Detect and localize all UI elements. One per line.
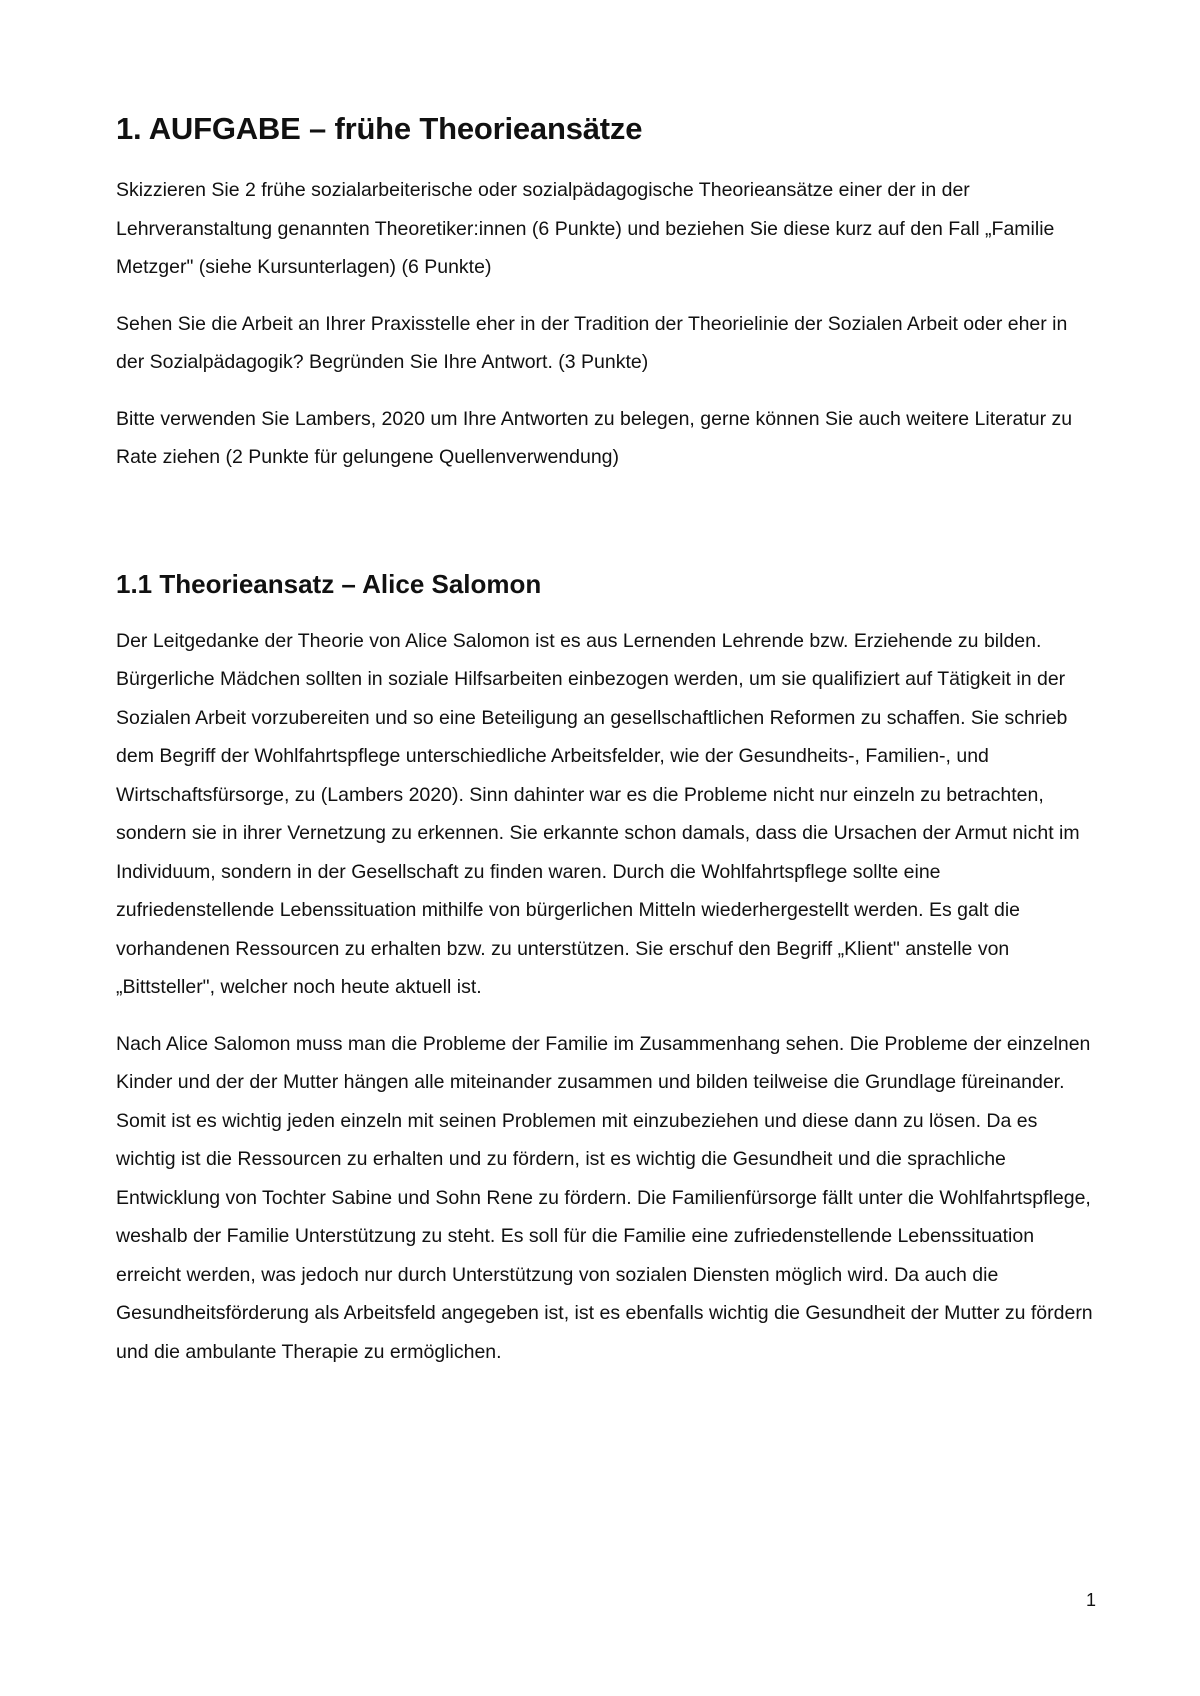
task-paragraph-instructions: Skizzieren Sie 2 frühe sozialarbeiterische oder sozialpädagogische Theorieansätze einer der in der Lehrveranstaltung genannten Theoretiker:innen (6 Punkte) und beziehen Sie diese kurz auf den Fall „Familie Metzger" (siehe Kursunterlagen) (6 Punkte) (116, 179, 1055, 279)
page-number: 1 (1085, 1590, 1096, 1610)
section-heading: 1.1 Theorieansatz – Alice Salomon (116, 568, 542, 599)
task-paragraph-sources: Bitte verwenden Sie Lambers, 2020 um Ihre Antworten zu belegen, gerne können Sie auch weitere Literatur zu Rate ziehen (2 Punkte für gelungene Quellenverwendung) (116, 407, 1073, 469)
task-heading: 1. AUFGABE – frühe Theorieansätze (116, 111, 643, 146)
section-paragraph-theory: Der Leitgedanke der Theorie von Alice Salomon ist es aus Lernenden Lehrende bzw. Erziehende zu bilden. Bürgerliche Mädchen sollten in soziale Hilfsarbeiten einbezogen werden, um sie qualifiziert auf Tätigkeit in der Sozialen Arbeit vorzubereiten und so eine Beteiligung an gesellschaftlichen Reformen zu schaffen. Sie schrieb dem Begriff der Wohlfahrtspflege unterschiedliche Arbeitsfelder, wie der Gesundheits-, Familien-, und Wirtschaftsfürsorge, zu (Lambers 2020). Sinn dahinter war es die Probleme nicht nur einzeln zu betrachten, sondern sie in ihrer Vernetzung zu erkennen. Sie erkannte schon damals, dass die Ursachen der Armut nicht im Individuum, sondern in der Gesellschaft zu finden waren. Durch die Wohlfahrtspflege sollte eine zufriedenstellende Lebenssituation mithilfe von bürgerlichen Mitteln wiederhergestellt werden. Es galt die vorhandenen Ressourcen zu erhalten bzw. zu unterstützen. Sie erschuf den Begriff „Klient" anstelle von „Bittsteller", welcher noch heute aktuell ist. (116, 629, 1080, 999)
section-spacer (116, 495, 1096, 569)
page-content (116, 110, 1096, 1389)
section-paragraph-case: Nach Alice Salomon muss man die Probleme der Familie im Zusammenhang sehen. Die Probleme der einzelnen Kinder und der der Mutter hängen alle miteinander zusammen und bilden teilweise die Grundlage füreinander. Somit ist es wichtig jeden einzeln mit seinen Problemen mit einzubeziehen und diese dann zu lösen. Da es wichtig ist die Ressourcen zu erhalten und zu fördern, ist es wichtig die Gesundheit und die sprachliche Entwicklung von Tochter Sabine und Sohn Rene zu fördern. Die Familienfürsorge fällt unter die Wohlfahrtspflege, weshalb der Familie Unterstützung zu steht. Es soll für die Familie eine zufriedenstellende Lebenssituation erreicht werden, was jedoch nur durch Unterstützung von sozialen Diensten möglich wird. Da auch die Gesundheitsförderung als Arbeitsfeld angegeben ist, ist es ebenfalls wichtig die Gesundheit der Mutter zu fördern und die ambulante Therapie zu ermöglichen. (116, 1032, 1093, 1363)
task-paragraph-question: Sehen Sie die Arbeit an Ihrer Praxisstelle eher in der Tradition der Theorielinie der Sozialen Arbeit oder eher in der Sozialpädagogik? Begründen Sie Ihre Antwort. (3 Punkte) (116, 312, 1068, 374)
